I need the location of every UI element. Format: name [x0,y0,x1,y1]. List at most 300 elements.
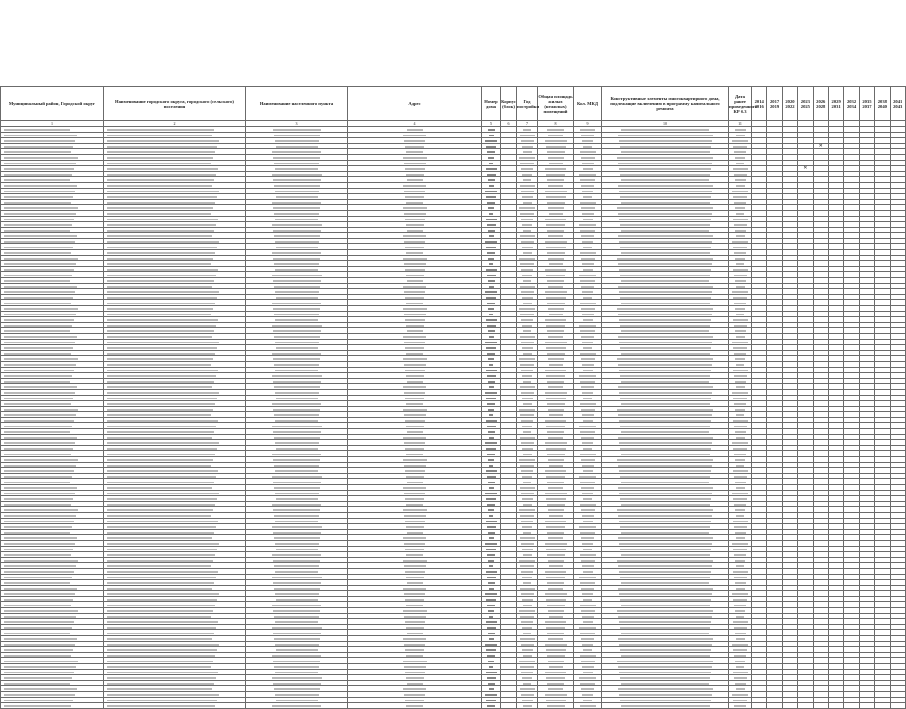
illegible-text [549,163,563,165]
illegible-text [617,157,713,159]
illegible-text [406,426,424,428]
illegible-text [4,319,74,321]
illegible-text [487,224,496,226]
illegible-text [486,347,496,349]
illegible-text [520,638,535,640]
illegible-text [733,196,747,198]
illegible-text [580,381,595,383]
illegible-text [583,347,592,349]
illegible-text [579,526,596,528]
illegible-text [522,700,533,702]
illegible-text [618,286,713,288]
illegible-text [519,308,535,310]
illegible-text [734,275,747,277]
illegible-text [405,621,425,623]
illegible-text [405,347,424,349]
illegible-text [4,565,76,567]
illegible-text [4,230,70,232]
illegible-text [545,370,566,372]
illegible-text [405,498,424,500]
illegible-text [618,364,712,366]
illegible-text [4,616,76,618]
illegible-text [582,314,594,316]
repair-period-cell: ✕ [798,166,813,172]
illegible-text [273,683,321,685]
illegible-text [4,672,74,674]
illegible-text [520,465,534,467]
illegible-text [621,504,710,506]
illegible-text [274,263,319,265]
illegible-text [734,403,746,405]
illegible-text [547,504,565,506]
illegible-text [734,627,747,629]
illegible-text [580,353,596,355]
illegible-text [107,163,211,165]
illegible-text [487,252,495,254]
illegible-text [406,151,423,153]
illegible-text [406,504,423,506]
illegible-text [619,493,712,495]
table-cell [482,703,501,709]
illegible-text [521,291,534,293]
illegible-text [546,577,565,579]
illegible-text [275,392,319,394]
illegible-text [582,414,594,416]
col-header-address: Адрес [348,87,482,121]
illegible-text [407,633,423,635]
illegible-text [276,700,318,702]
illegible-text [4,454,71,456]
illegible-text [733,319,748,321]
illegible-text [404,644,425,646]
illegible-text [620,649,711,651]
illegible-text [520,213,534,215]
illegible-text [274,666,319,668]
illegible-text [4,135,77,137]
illegible-text [489,414,493,416]
illegible-text [548,207,564,209]
illegible-text [272,526,322,528]
repair-period-cell [890,703,905,709]
illegible-text [407,129,423,131]
illegible-text [523,381,531,383]
illegible-text [276,599,318,601]
illegible-text [548,661,564,663]
illegible-text [272,224,322,226]
illegible-text [621,605,710,607]
illegible-text [620,627,710,629]
illegible-text [488,459,494,461]
illegible-text [4,420,74,422]
illegible-text [583,168,593,170]
illegible-text [582,392,593,394]
illegible-text [735,509,745,511]
illegible-text [275,269,318,271]
illegible-text [548,509,564,511]
illegible-text [486,247,496,249]
illegible-text [489,487,494,489]
illegible-text [488,381,495,383]
illegible-text [545,168,566,170]
illegible-text [733,549,747,551]
illegible-text [735,431,746,433]
illegible-text [519,560,535,562]
illegible-text [107,303,215,305]
illegible-text [735,258,745,260]
illegible-text [621,202,710,204]
illegible-text [407,179,423,181]
illegible-text [519,157,535,159]
illegible-text [583,571,593,573]
illegible-text [621,151,710,153]
illegible-text [275,521,318,523]
illegible-text [486,571,497,573]
illegible-text [547,403,565,405]
illegible-text [736,465,744,467]
col-header-period-2029-2031: 2029 2031 [828,87,843,121]
col-header-period-2020-2022: 2020 2022 [782,87,797,121]
illegible-text [107,599,217,601]
illegible-text [619,342,712,344]
illegible-text [581,409,595,411]
illegible-text [619,241,712,243]
illegible-text [620,599,711,601]
illegible-text [107,638,212,640]
illegible-text [519,509,535,511]
illegible-text [549,314,563,316]
illegible-text [617,207,713,209]
illegible-text [617,509,713,511]
illegible-text [735,330,746,332]
illegible-text [735,482,746,484]
illegible-text [549,616,563,618]
illegible-text [520,314,534,316]
illegible-text [732,593,748,595]
illegible-text [547,454,565,456]
illegible-text [618,437,713,439]
illegible-text [403,185,426,187]
illegible-text [734,375,747,377]
illegible-text [107,207,213,209]
illegible-text [619,694,712,696]
col-header-period-2038-2040: 2038 2040 [875,87,890,121]
illegible-text [579,627,596,629]
illegible-text [618,515,712,517]
illegible-text [486,370,497,372]
illegible-text [275,470,318,472]
illegible-text [579,325,596,327]
illegible-text [583,370,593,372]
illegible-text [404,291,425,293]
illegible-text [275,694,319,696]
illegible-text [406,325,424,327]
illegible-text [545,672,566,674]
column-number: 3 [246,121,348,127]
illegible-text [407,330,423,332]
illegible-text [273,633,321,635]
illegible-text [522,549,533,551]
illegible-text [488,633,495,635]
illegible-text [733,599,747,601]
illegible-text [519,661,535,663]
illegible-text [522,247,533,249]
illegible-text [273,308,320,310]
illegible-text [580,151,596,153]
illegible-text [581,386,594,388]
col-header-locality: Наименование населенного пункта [246,87,348,121]
illegible-text [521,644,534,646]
illegible-text [405,521,425,523]
illegible-text [520,688,535,690]
illegible-text [274,638,320,640]
illegible-text [735,179,746,181]
illegible-text [583,470,593,472]
illegible-text [580,605,596,607]
illegible-text [404,314,426,316]
illegible-text [488,582,495,584]
illegible-text [403,661,427,663]
illegible-text [407,230,423,232]
illegible-text [621,330,709,332]
illegible-text [275,219,318,221]
illegible-text [546,677,565,679]
illegible-text [4,688,77,690]
illegible-text [732,694,748,696]
illegible-text [582,213,594,215]
illegible-text [404,140,425,142]
illegible-text [488,431,495,433]
illegible-text [485,543,497,545]
illegible-text [520,263,534,265]
illegible-text [487,325,496,327]
column-number: 10 [602,121,729,127]
illegible-text [107,565,211,567]
illegible-text [736,314,744,316]
illegible-text [548,459,564,461]
illegible-text [485,342,497,344]
illegible-text [4,621,74,623]
illegible-text [107,448,217,450]
illegible-text [107,694,219,696]
illegible-text [547,353,565,355]
illegible-text [4,482,70,484]
illegible-text [523,655,532,657]
illegible-text [734,303,746,305]
illegible-text [619,392,712,394]
illegible-text [4,476,72,478]
illegible-text [4,403,71,405]
col-header-period-2032-2034: 2032 2034 [844,87,859,121]
illegible-text [4,314,76,316]
illegible-text [519,409,535,411]
illegible-text [276,347,318,349]
illegible-text [519,358,535,360]
illegible-text [273,280,321,282]
illegible-text [107,537,212,539]
illegible-text [520,286,535,288]
illegible-text [4,465,76,467]
illegible-text [107,403,215,405]
illegible-text [407,482,423,484]
illegible-text [521,694,534,696]
illegible-text [485,140,497,142]
illegible-text [275,571,318,573]
illegible-text [489,386,494,388]
illegible-text [107,420,218,422]
illegible-text [545,191,567,193]
illegible-text [107,616,211,618]
illegible-text [522,448,533,450]
illegible-text [736,163,744,165]
illegible-text [583,672,593,674]
illegible-text [107,683,214,685]
illegible-text [736,263,744,265]
illegible-text [107,677,216,679]
illegible-text [523,633,531,635]
illegible-text [580,504,596,506]
illegible-text [620,224,710,226]
illegible-text [4,633,70,635]
illegible-text [734,605,746,607]
illegible-text [582,593,593,595]
illegible-text [733,219,748,221]
illegible-text [272,426,322,428]
illegible-text [486,168,497,170]
illegible-text [520,616,534,618]
illegible-text [619,168,711,170]
illegible-text [580,280,595,282]
repair-period-cell [767,703,782,709]
illegible-text [4,336,77,338]
illegible-text [618,465,712,467]
table-cell [517,703,538,709]
illegible-text [618,565,712,567]
illegible-text [486,319,497,321]
illegible-text [107,386,212,388]
illegible-text [619,672,711,674]
repair-period-cell [828,703,843,709]
illegible-text [621,655,710,657]
illegible-text [580,403,596,405]
illegible-text [520,163,534,165]
illegible-text [107,297,217,299]
illegible-text [107,431,214,433]
illegible-text [107,291,219,293]
illegible-text [617,308,713,310]
illegible-text [107,605,215,607]
illegible-text [549,364,563,366]
illegible-text [107,627,216,629]
illegible-text [548,235,563,237]
illegible-text [272,554,321,556]
illegible-text [275,370,318,372]
illegible-text [107,325,216,327]
illegible-text [548,308,564,310]
illegible-text [734,705,746,707]
illegible-text [618,616,712,618]
illegible-text [406,403,423,405]
illegible-text [580,633,595,635]
column-number: 8 [538,121,574,127]
illegible-text [405,398,424,400]
illegible-text [620,297,711,299]
illegible-text [4,448,73,450]
illegible-text [619,521,711,523]
col-header-period-2014-2016: 2014 2016 [752,87,767,121]
illegible-text [520,588,535,590]
table-body [1,127,906,709]
illegible-text [403,386,426,388]
illegible-text [107,661,213,663]
repair-period-cell [752,703,767,709]
illegible-text [107,700,217,702]
illegible-text [545,543,567,545]
table-cell [1,703,104,709]
illegible-text [4,364,76,366]
illegible-text [521,493,534,495]
illegible-text [272,677,322,679]
illegible-text [4,549,73,551]
illegible-text [617,258,713,260]
illegible-text [403,157,427,159]
illegible-text [582,263,594,265]
col-header-district: Муниципальный район, Городской округ [1,87,104,121]
illegible-text [548,336,563,338]
illegible-text [548,258,564,260]
illegible-text [407,431,423,433]
illegible-text [107,286,212,288]
illegible-text [521,269,533,271]
column-number: 4 [348,121,482,127]
illegible-text [548,560,564,562]
illegible-text [521,442,534,444]
illegible-text [546,426,565,428]
illegible-text [735,157,745,159]
illegible-text [581,487,594,489]
illegible-text [107,426,216,428]
illegible-text [275,342,319,344]
illegible-text [734,224,747,226]
illegible-text [107,588,212,590]
column-number: 5 [482,121,501,127]
illegible-text [733,672,748,674]
illegible-text [521,219,533,221]
illegible-text [107,213,211,215]
illegible-text [734,325,747,327]
illegible-text [107,191,219,193]
illegible-text [735,381,746,383]
illegible-text [545,644,567,646]
illegible-text [274,487,320,489]
illegible-text [582,694,593,696]
col-header-house-number: Номер дома [482,87,501,121]
illegible-text [107,465,211,467]
illegible-text [405,297,424,299]
illegible-text [487,655,495,657]
illegible-text [274,386,320,388]
illegible-text [275,420,318,422]
repair-period-cell: ✕ [813,143,828,149]
illegible-text [276,549,318,551]
illegible-text [405,672,425,674]
illegible-text [522,677,532,679]
illegible-text [488,230,495,232]
repair-period-cell [798,703,813,709]
illegible-text [545,420,566,422]
illegible-text [107,509,213,511]
illegible-text [406,526,424,528]
illegible-text [733,168,748,170]
